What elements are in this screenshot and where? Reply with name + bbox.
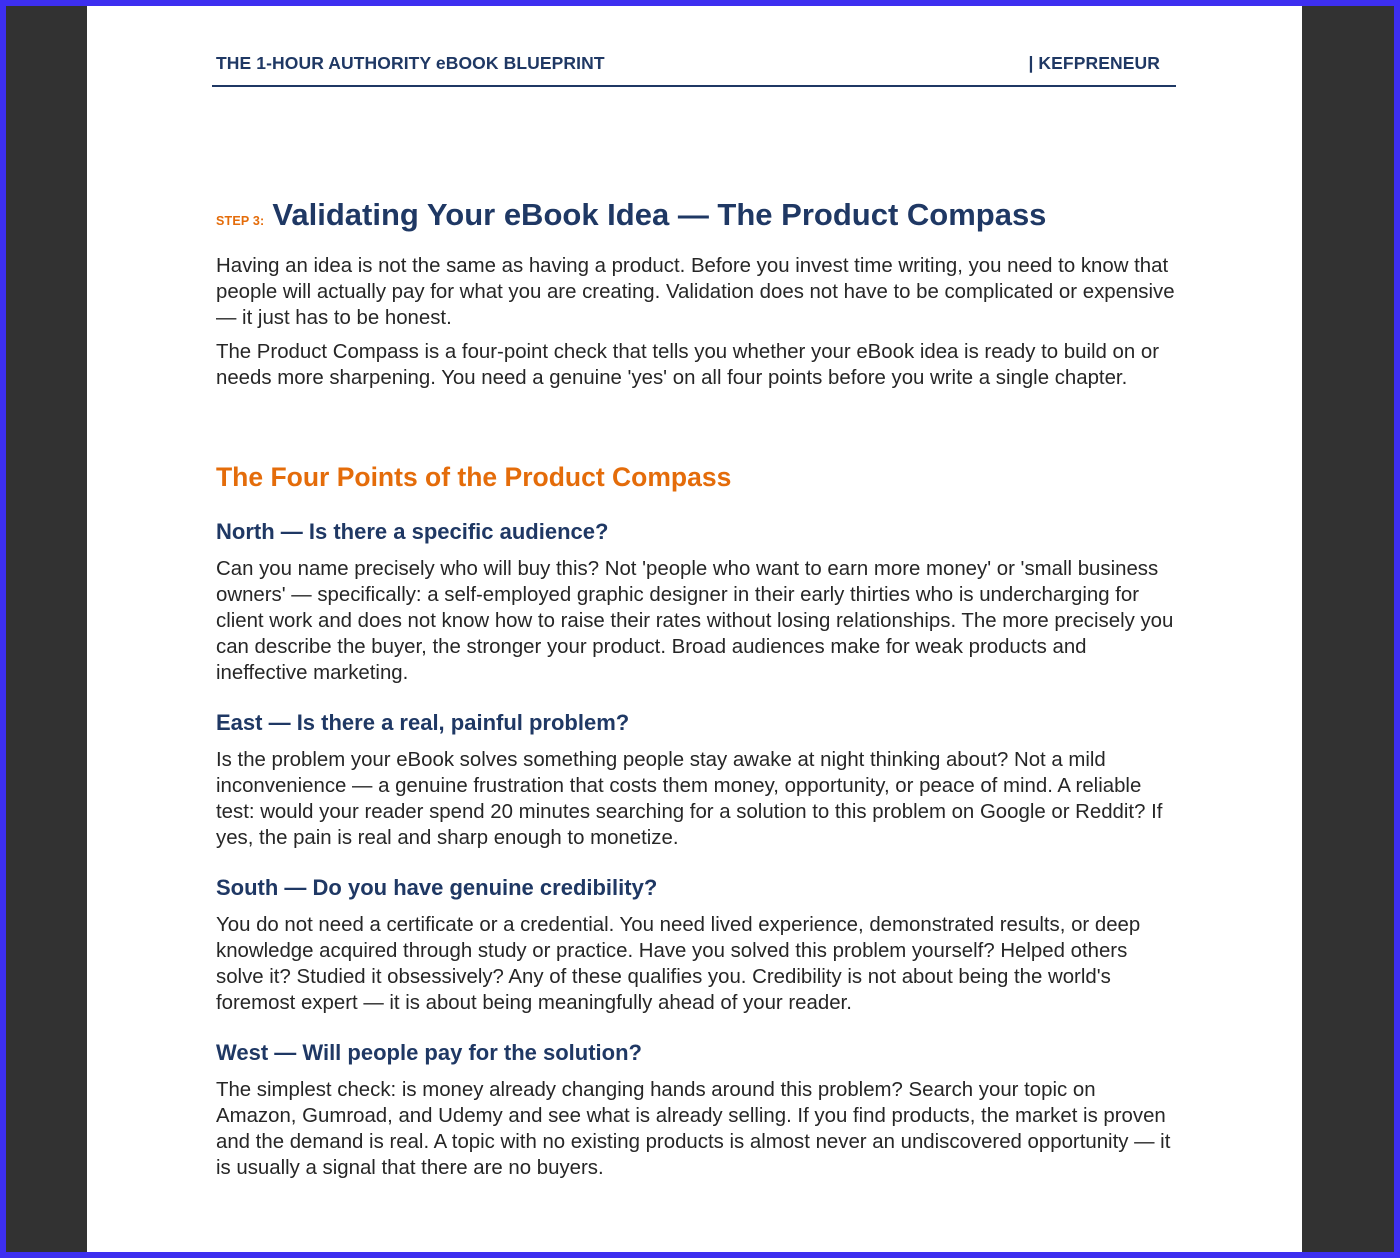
point-text-east: Is the problem your eBook solves something people stay awake at night thinking about? Not a mild inconvenience — a genuine frustration that costs them money, opportunity, or peace of mind. A reliable test: would your reader spend 20 minutes searching for a solution to this problem on Google or Reddit? If yes, the pain is real and sharp enough to monetize. [216,749,1163,849]
point-heading-south: South — Do you have genuine credibility? [216,875,658,900]
page-content [216,194,1176,1181]
document-page[interactable] [87,6,1302,1252]
intro-paragraph: Having an idea is not the same as having a product. Before you invest time writing, you need to know that people will actually pay for what you are creating. Validation does not have to be complicated or expensive — it just has to be honest. [216,255,1175,329]
intro-paragraph: The Product Compass is a four-point check that tells you whether your eBook idea is ready to build on or needs more sharpening. You need a genuine 'yes' on all four points before you write a single chapter. [216,341,1159,389]
point-heading-north: North — Is there a specific audience? [216,519,609,544]
viewer-background [6,6,1394,1252]
header-brand: | KEFPRENEUR [1028,53,1160,73]
point-text-south: You do not need a certificate or a credential. You need lived experience, demonstrated results, or deep knowledge acquired through study or practice. Have you solved this problem yourself? Helped others solve it? Studied it obsessively? Any of these qualifies you. Credibility is not about being the world's foremost expert — it is about being meaningfully ahead of your reader. [216,914,1141,1014]
page-header [212,52,1176,87]
point-heading-west: West — Will people pay for the solution? [216,1040,642,1065]
page-title: Validating Your eBook Idea — The Product Compass [272,197,1047,232]
point-text-west: The simplest check: is money already changing hands around this problem? Search your topic on Amazon, Gumroad, and Udemy and see what is already selling. If you find products, the market is proven and the demand is real. A topic with no existing products is almost never an undiscovered opportunity — it is usually a signal that there are no buyers. [216,1079,1171,1179]
point-heading-east: East — Is there a real, painful problem? [216,710,630,735]
step-label: STEP 3: [216,214,265,228]
header-book-title: THE 1-HOUR AUTHORITY eBOOK BLUEPRINT [216,53,605,73]
section-heading: The Four Points of the Product Compass [216,462,732,492]
step-title [216,194,1176,241]
point-text-north: Can you name precisely who will buy this? Not 'people who want to earn more money' or 'small business owners' — specifically: a self-employed graphic designer in their early thirties who is undercharging for client work and does not know how to raise their rates without losing relationships. The more precisely you can describe the buyer, the stronger your product. Broad audiences make for weak products and ineffective marketing. [216,558,1174,684]
